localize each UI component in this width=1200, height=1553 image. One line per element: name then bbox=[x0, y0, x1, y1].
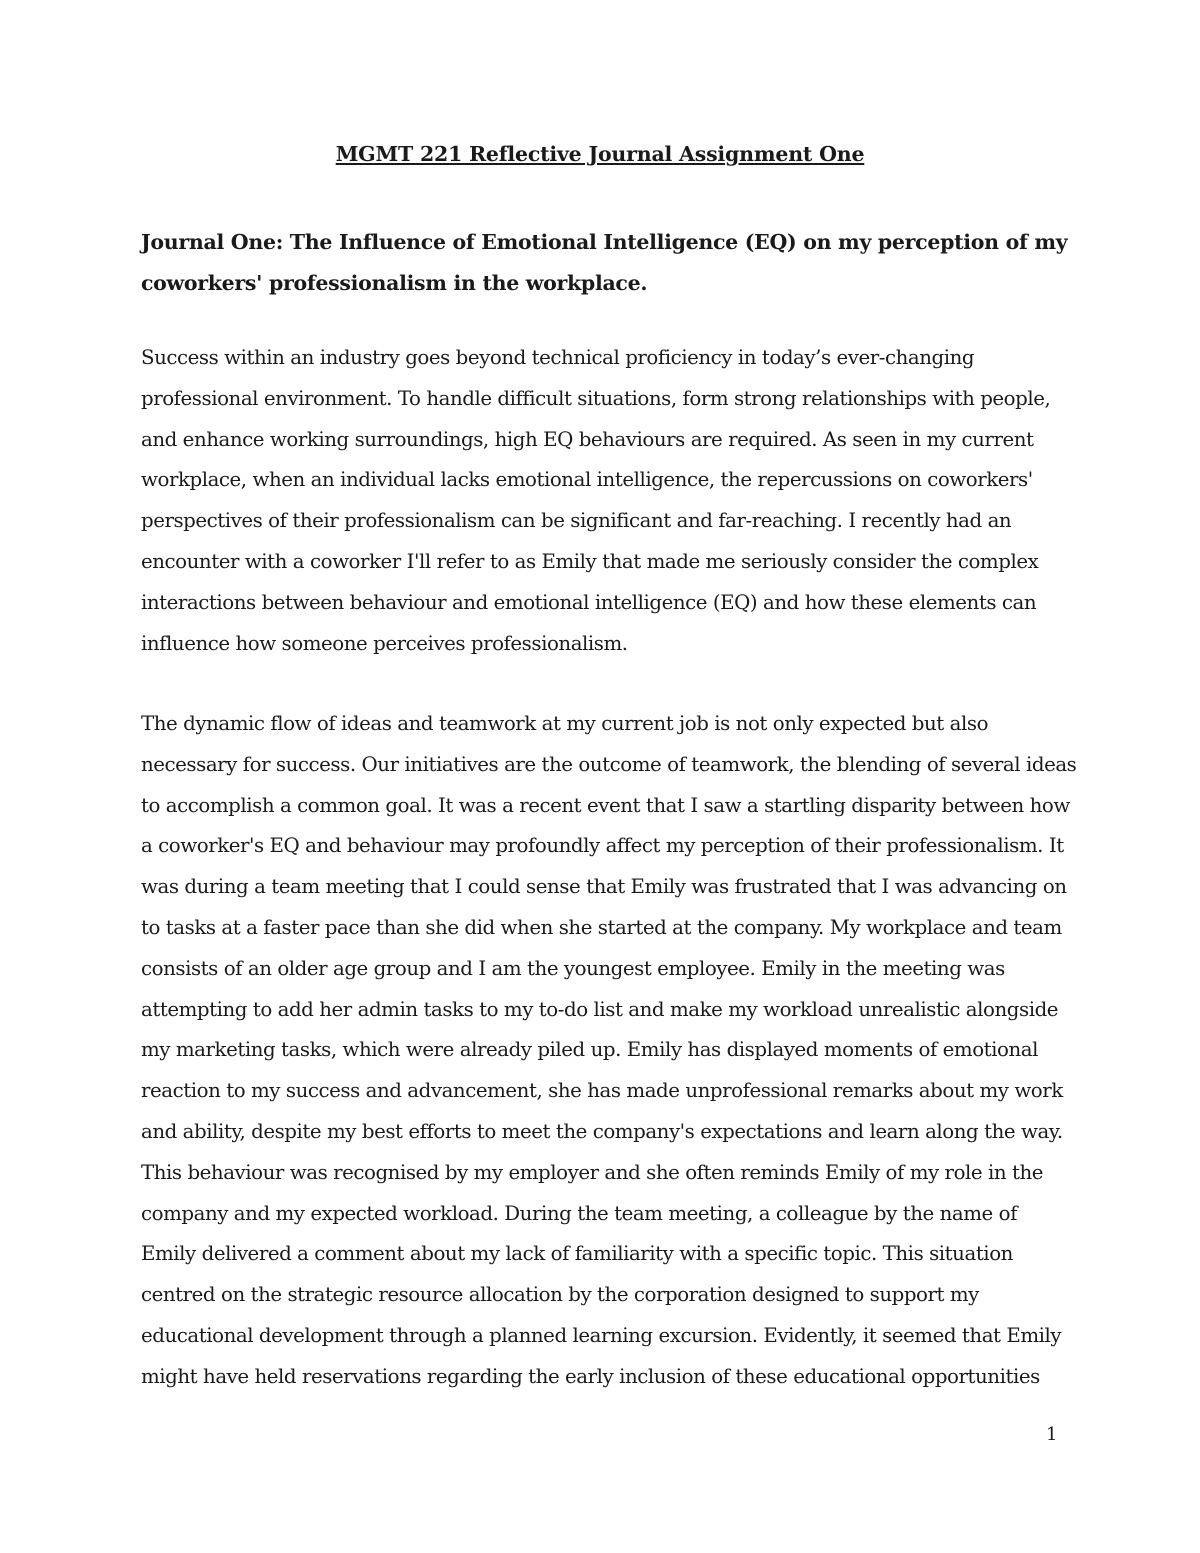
paragraph-line: to tasks at a faster pace than she did when she started at the company. My workplace and team bbox=[141, 915, 1062, 939]
paragraph-line: Emily delivered a comment about my lack of familiarity with a specific topic. This situation bbox=[141, 1242, 1013, 1266]
subtitle-line: coworkers' professionalism in the workplace. bbox=[141, 270, 648, 295]
paragraph-line: might have held reservations regarding the early inclusion of these educational opportunities bbox=[141, 1364, 1040, 1388]
paragraph-line: a coworker's EQ and behaviour may profoundly affect my perception of their professionalism. It bbox=[141, 834, 1064, 858]
paragraph-line: This behaviour was recognised by my employer and she often reminds Emily of my role in the bbox=[141, 1160, 1044, 1184]
body-paragraph-2 bbox=[141, 704, 1077, 1398]
paragraph-line: was during a team meeting that I could sense that Emily was frustrated that I was advancing on bbox=[141, 875, 1067, 899]
paragraph-line: The dynamic flow of ideas and teamwork at my current job is not only expected but also bbox=[141, 712, 989, 735]
paragraph-line: and enhance working surroundings, high EQ behaviours are required. As seen in my current bbox=[141, 427, 1034, 451]
paragraph-line: professional environment. To handle difficult situations, form strong relationships with people, bbox=[141, 386, 1051, 410]
paragraph-line: workplace, when an individual lacks emotional intelligence, the repercussions on coworkers' bbox=[141, 468, 1033, 492]
page-number: 1 bbox=[1046, 1424, 1058, 1445]
paragraph-line: attempting to add her admin tasks to my to-do list and make my workload unrealistic alongside bbox=[141, 997, 1059, 1021]
paragraph-line: company and my expected workload. During the team meeting, a colleague by the name of bbox=[141, 1201, 1017, 1225]
document-title: MGMT 221 Reflective Journal Assignment One bbox=[335, 142, 865, 166]
paragraph-line: and ability, despite my best efforts to meet the company's expectations and learn along the way. bbox=[141, 1119, 1063, 1143]
paragraph-line: necessary for success. Our initiatives are the outcome of teamwork, the blending of several ideas bbox=[141, 752, 1077, 776]
paragraph-line: perspectives of their professionalism can be significant and far-reaching. I recently had an bbox=[141, 509, 1012, 533]
journal-subtitle bbox=[141, 222, 1068, 304]
paragraph-line: consists of an older age group and I am the youngest employee. Emily in the meeting was bbox=[141, 956, 1005, 980]
paragraph-line: interactions between behaviour and emotional intelligence (EQ) and how these elements can bbox=[141, 590, 1037, 614]
paragraph-line: reaction to my success and advancement, she has made unprofessional remarks about my work bbox=[141, 1079, 1063, 1103]
subtitle-line: Journal One: The Influence of Emotional Intelligence (EQ) on my perception of my bbox=[141, 230, 1068, 254]
paragraph-line: to accomplish a common goal. It was a recent event that I saw a startling disparity between how bbox=[141, 793, 1070, 817]
paragraph-line: encounter with a coworker I'll refer to as Emily that made me seriously consider the complex bbox=[141, 549, 1039, 573]
paragraph-line: centred on the strategic resource allocation by the corporation designed to support my bbox=[141, 1283, 979, 1307]
body-paragraph-1 bbox=[141, 338, 1061, 664]
paragraph-line: educational development through a planned learning excursion. Evidently, it seemed that Emily bbox=[141, 1323, 1062, 1347]
paragraph-line: Success within an industry goes beyond technical proficiency in today’s ever-changing bbox=[141, 346, 975, 369]
paragraph-line: my marketing tasks, which were already piled up. Emily has displayed moments of emotional bbox=[141, 1038, 1039, 1062]
paragraph-line: influence how someone perceives professionalism. bbox=[141, 631, 628, 655]
